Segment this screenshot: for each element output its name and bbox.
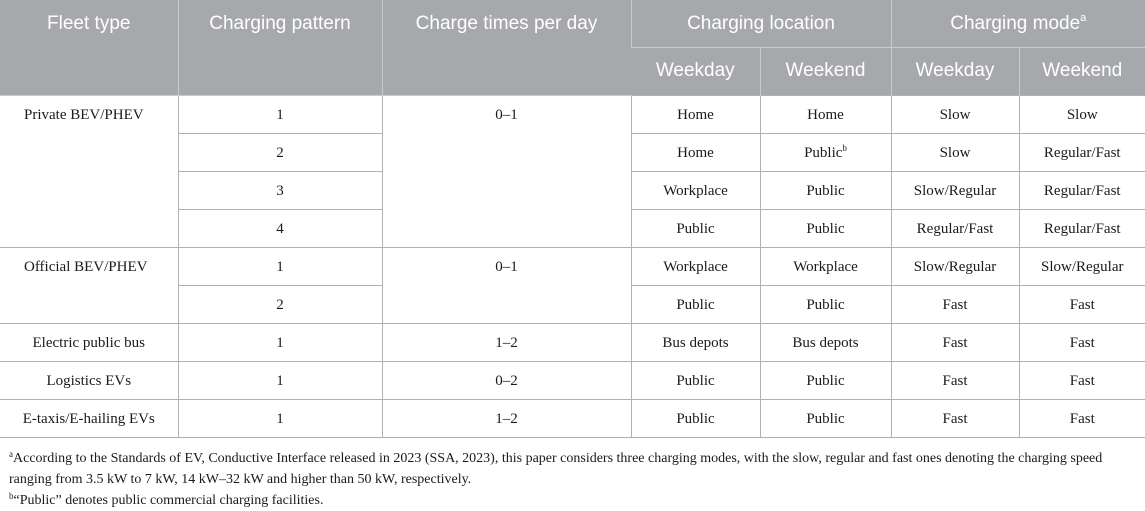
cell-fleet-type: E-taxis/E-hailing EVs xyxy=(0,399,178,437)
header-mode-weekend: Weekend xyxy=(1019,47,1145,95)
cell-location-weekend: Public xyxy=(760,285,891,323)
cell-charge-times: 1–2 xyxy=(382,323,631,361)
cell-location-weekday: Home xyxy=(631,133,760,171)
header-row-1 xyxy=(0,0,1145,47)
cell-mode-weekday: Fast xyxy=(891,361,1019,399)
cell-pattern: 1 xyxy=(178,399,382,437)
cell-mode-weekday: Fast xyxy=(891,285,1019,323)
table-footnotes xyxy=(9,448,1139,511)
cell-charge-times: 0–1 xyxy=(382,247,631,323)
cell-mode-weekend: Fast xyxy=(1019,323,1145,361)
cell-location-weekend: Workplace xyxy=(760,247,891,285)
cell-charge-times: 0–2 xyxy=(382,361,631,399)
footnote-mark-a: a xyxy=(1080,12,1087,24)
cell-mode-weekend: Fast xyxy=(1019,361,1145,399)
cell-location-weekend: Public xyxy=(760,361,891,399)
table-row xyxy=(0,361,1145,399)
cell-location-weekend: Public xyxy=(760,209,891,247)
cell-location-weekend xyxy=(760,133,891,171)
cell-mode-weekday: Fast xyxy=(891,399,1019,437)
cell-pattern: 1 xyxy=(178,247,382,285)
cell-mode-weekday: Slow/Regular xyxy=(891,247,1019,285)
cell-mode-weekend: Slow/Regular xyxy=(1019,247,1145,285)
cell-pattern: 2 xyxy=(178,133,382,171)
cell-pattern: 2 xyxy=(178,285,382,323)
header-location-weekday: Weekday xyxy=(631,47,760,95)
cell-location-weekday: Public xyxy=(631,209,760,247)
cell-location-weekend: Public xyxy=(760,171,891,209)
cell-location-weekend: Public xyxy=(760,399,891,437)
cell-mode-weekday: Slow xyxy=(891,95,1019,133)
cell-location-weekday: Public xyxy=(631,285,760,323)
header-charging-mode xyxy=(891,0,1145,47)
header-charging-pattern: Charging pattern xyxy=(178,0,382,95)
footnote-b-text: “Public” denotes public commercial charging facilities. xyxy=(13,493,324,508)
cell-location-weekday: Public xyxy=(631,361,760,399)
header-charging-location: Charging location xyxy=(631,0,891,47)
cell-pattern: 3 xyxy=(178,171,382,209)
header-fleet-type: Fleet type xyxy=(0,0,178,95)
table-row xyxy=(0,95,1145,133)
cell-pattern: 1 xyxy=(178,361,382,399)
cell-location-weekend: Bus depots xyxy=(760,323,891,361)
cell-fleet-type: Private BEV/PHEV xyxy=(0,95,178,247)
table-row xyxy=(0,247,1145,285)
cell-location-weekday: Workplace xyxy=(631,247,760,285)
header-charging-mode-label: Charging mode xyxy=(950,13,1081,34)
cell-pattern: 1 xyxy=(178,323,382,361)
footnote-a-mark: a xyxy=(9,449,13,459)
cell-location-weekday: Bus depots xyxy=(631,323,760,361)
cell-location-weekday: Home xyxy=(631,95,760,133)
cell-mode-weekday: Slow xyxy=(891,133,1019,171)
header-mode-weekday: Weekday xyxy=(891,47,1019,95)
footnote-b-mark: b xyxy=(9,491,14,501)
table-row xyxy=(0,399,1145,437)
cell-mode-weekend: Regular/Fast xyxy=(1019,171,1145,209)
cell-charge-times: 0–1 xyxy=(382,95,631,247)
cell-mode-weekday: Slow/Regular xyxy=(891,171,1019,209)
footnote-a xyxy=(9,448,1139,490)
cell-mode-weekend: Regular/Fast xyxy=(1019,133,1145,171)
cell-pattern: 4 xyxy=(178,209,382,247)
header-location-weekend: Weekend xyxy=(760,47,891,95)
cell-mode-weekend: Fast xyxy=(1019,285,1145,323)
cell-fleet-type: Electric public bus xyxy=(0,323,178,361)
cell-mode-weekend: Regular/Fast xyxy=(1019,209,1145,247)
cell-pattern: 1 xyxy=(178,95,382,133)
cell-mode-weekday: Regular/Fast xyxy=(891,209,1019,247)
cell-mode-weekend: Fast xyxy=(1019,399,1145,437)
cell-location-weekday: Public xyxy=(631,399,760,437)
cell-location-weekend: Home xyxy=(760,95,891,133)
footnote-mark-b: b xyxy=(842,142,847,153)
cell-fleet-type: Official BEV/PHEV xyxy=(0,247,178,323)
cell-fleet-type: Logistics EVs xyxy=(0,361,178,399)
cell-charge-times: 1–2 xyxy=(382,399,631,437)
footnote-a-text: According to the Standards of EV, Conductive Interface released in 2023 (SSA, 2023), this paper considers three charging modes, with the slow, regular and fast ones denoting the charging speed ranging from 3.5 kW to 7 kW, 14 kW–32 kW and higher than 50 kW, respectively. xyxy=(9,451,1103,487)
cell-location-weekday: Workplace xyxy=(631,171,760,209)
cell-location-weekend-text: Public xyxy=(804,144,843,161)
header-charge-times: Charge times per day xyxy=(382,0,631,95)
cell-mode-weekday: Fast xyxy=(891,323,1019,361)
table-row xyxy=(0,323,1145,361)
cell-mode-weekend: Slow xyxy=(1019,95,1145,133)
